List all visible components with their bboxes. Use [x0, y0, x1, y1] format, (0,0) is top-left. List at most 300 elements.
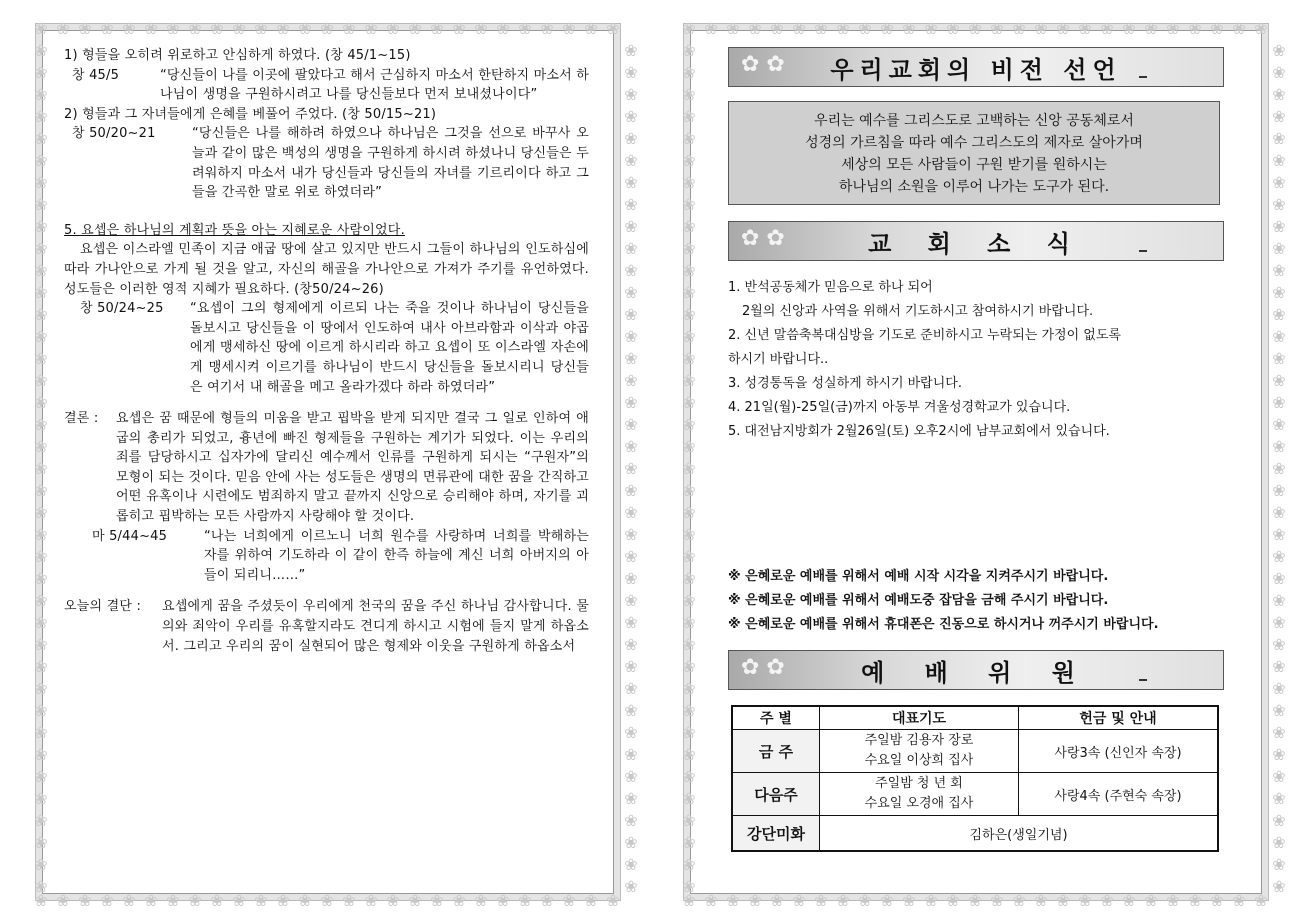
- border-flower-icon: ❀: [188, 891, 202, 910]
- border-flower-icon: ❀: [624, 459, 638, 478]
- border-flower-icon: ❀: [1272, 877, 1286, 896]
- border-flower-icon: ❀: [34, 195, 48, 214]
- border-flower-icon: ❀: [1254, 891, 1268, 910]
- border-flower-icon: ❀: [624, 107, 638, 126]
- border-flower-icon: ❀: [682, 195, 696, 214]
- vision-line: 세상의 모든 사람들이 구원 받기를 원하시는: [841, 157, 1107, 173]
- border-flower-icon: ❀: [770, 19, 784, 38]
- border-flower-icon: ❀: [624, 41, 638, 60]
- border-flower-icon: ❀: [34, 547, 48, 566]
- border-flower-icon: ❀: [682, 107, 696, 126]
- border-flower-icon: ❀: [924, 19, 938, 38]
- table-row: [732, 730, 1218, 773]
- conclusion-text: 요셉은 꿈 때문에 형들의 미움을 받고 핍박을 받게 되지만 결국 그 일로 인하여 애굽의 총리가 되었고, 흉년에 빠진 형제들을 구원하는 계기가 되었다. 이는 우리의 죄를 담당하시고 십자가에 달리신 예수께서 인류를 구원하게 되시는 “구원자”의 모형이 되는 것이다. 믿음 안에 사는 성도들은 생명의 면류관에 대한 꿈을 간직하고 어떤 유혹이나 시련에도 범죄하지 말고 끝까지 신앙으로 승리해야 하며, 자기를 괴롭히고 핍박하는 모든 사람까지 사랑해야 할 것이다.: [116, 411, 590, 525]
- border-flower-icon: ❀: [562, 19, 576, 38]
- worship-notices: [728, 565, 1228, 637]
- border-flower-icon: ❀: [624, 195, 638, 214]
- vision-banner: [728, 47, 1224, 87]
- border-flower-icon: ❀: [34, 635, 48, 654]
- border-flower-icon: ❀: [1272, 833, 1286, 852]
- border-flower-icon: ❀: [452, 19, 466, 38]
- week-cell: 다음주: [732, 773, 820, 816]
- border-flower-icon: ❀: [682, 503, 696, 522]
- border-flower-icon: ❀: [298, 19, 312, 38]
- border-flower-icon: ❀: [408, 891, 422, 910]
- border-flower-icon: ❀: [748, 891, 762, 910]
- border-flower-icon: ❀: [386, 891, 400, 910]
- border-flower-icon: ❀: [34, 327, 48, 346]
- worship-banner: [728, 650, 1224, 690]
- border-flower-icon: ❀: [144, 891, 158, 910]
- border-flower-icon: ❀: [682, 635, 696, 654]
- border-flower-icon: ❀: [682, 41, 696, 60]
- news-item: 5. 대전남지방회가 2월26일(토) 오후2시에 남부교회에서 있습니다.: [728, 424, 1110, 439]
- border-flower-icon: ❀: [1034, 891, 1048, 910]
- border-flower-icon: ❀: [364, 891, 378, 910]
- border-flower-icon: ❀: [682, 569, 696, 588]
- verse-text: “당신들이 나를 이곳에 팔았다고 해서 근심하지 마소서 한탄하지 마소서 하나님이 생명을 구원하시려고 나를 당신들보다 먼저 보내셨나이다”: [160, 67, 589, 103]
- offering-cell: 사랑4속 (주현숙 속장): [1019, 773, 1219, 816]
- border-flower-icon: ❀: [1272, 525, 1286, 544]
- border-flower-icon: ❀: [1272, 811, 1286, 830]
- border-flower-icon: ❀: [624, 217, 638, 236]
- border-flower-icon: ❀: [836, 19, 850, 38]
- border-flower-icon: ❀: [34, 855, 48, 874]
- border-flower-icon: ❀: [726, 19, 740, 38]
- border-flower-icon: ❀: [1272, 745, 1286, 764]
- border-flower-icon: ❀: [682, 891, 696, 910]
- border-flower-icon: ❀: [364, 19, 378, 38]
- border-flower-icon: ❀: [624, 481, 638, 500]
- border-flower-icon: ❀: [624, 371, 638, 390]
- border-flower-icon: ❀: [624, 437, 638, 456]
- border-flower-icon: ❀: [792, 19, 806, 38]
- border-flower-icon: ❀: [624, 349, 638, 368]
- border-flower-icon: ❀: [1232, 19, 1246, 38]
- border-flower-icon: ❀: [858, 19, 872, 38]
- border-flower-icon: ❀: [1272, 481, 1286, 500]
- border-flower-icon: ❀: [624, 767, 638, 786]
- border-flower-icon: ❀: [624, 723, 638, 742]
- border-flower-icon: ❀: [682, 767, 696, 786]
- border-flower-icon: ❀: [34, 371, 48, 390]
- border-flower-icon: ❀: [1272, 239, 1286, 258]
- prayer-cell: [820, 730, 1019, 773]
- border-flower-icon: ❀: [624, 393, 638, 412]
- border-flower-icon: ❀: [682, 811, 696, 830]
- verse-mt-5-44: [64, 527, 589, 586]
- border-flower-icon: ❀: [1122, 19, 1136, 38]
- border-flower-icon: ❀: [78, 19, 92, 38]
- verse-gen-50-20: [64, 124, 589, 202]
- border-flower-icon: ❀: [682, 855, 696, 874]
- border-flower-icon: ❀: [232, 19, 246, 38]
- border-flower-icon: ❀: [682, 459, 696, 478]
- border-flower-icon: ❀: [34, 129, 48, 148]
- border-flower-icon: ❀: [1210, 19, 1224, 38]
- week-cell: 금 주: [732, 730, 820, 773]
- border-flower-icon: ❀: [276, 891, 290, 910]
- border-flower-icon: ❀: [682, 481, 696, 500]
- border-flower-icon: ❀: [496, 19, 510, 38]
- border-flower-icon: ❀: [430, 19, 444, 38]
- vision-line: 하나님의 소원을 이루어 나가는 도구가 된다.: [838, 179, 1110, 195]
- border-flower-icon: ❀: [34, 891, 48, 910]
- vision-line: 우리는 예수를 그리스도로 고백하는 신앙 공동체로서: [814, 113, 1134, 129]
- border-flower-icon: ❀: [166, 19, 180, 38]
- verse-text: “요셉이 그의 형제에게 이르되 나는 죽을 것이나 하나님이 당신들을 돌보시고 당신들을 이 땅에서 인도하여 내사 아브라함과 이삭과 야곱에게 맹세하신 땅에 이르게 하시리라 하고 요셉이 또 이스라엘 자손에게 맹세시켜 이르기를 하나님이 반드시 당신들을 돌보시리니 당신들은 여기서 내 해골을 메고 올라가겠다 하라 하였더라”: [190, 301, 589, 395]
- border-flower-icon: ❀: [408, 19, 422, 38]
- border-flower-icon: ❀: [624, 173, 638, 192]
- border-flower-icon: ❀: [34, 657, 48, 676]
- todays-decision: [64, 597, 589, 656]
- border-flower-icon: ❀: [990, 891, 1004, 910]
- news-banner: [728, 221, 1224, 261]
- border-flower-icon: ❀: [1232, 891, 1246, 910]
- border-flower-icon: ❀: [1272, 723, 1286, 742]
- border-flower-icon: ❀: [584, 19, 598, 38]
- border-flower-icon: ❀: [188, 19, 202, 38]
- news-item: 4. 21일(월)-25일(금)까지 아동부 겨울성경학교가 있습니다.: [728, 400, 1071, 415]
- border-flower-icon: ❀: [748, 19, 762, 38]
- border-flower-icon: ❀: [1272, 305, 1286, 324]
- border-flower-icon: ❀: [682, 349, 696, 368]
- border-flower-icon: ❀: [682, 371, 696, 390]
- border-flower-icon: ❀: [34, 349, 48, 368]
- verse-ref: 창 45/5: [72, 67, 120, 83]
- border-flower-icon: ❀: [34, 789, 48, 808]
- border-flower-icon: ❀: [624, 85, 638, 104]
- section-5-heading: 5. 요셉은 하나님의 계획과 뜻을 아는 지혜로운 사람이었다.: [64, 222, 405, 238]
- worship-title: 예 배 위 원: [861, 658, 1091, 687]
- point-2: 2) 형들과 그 자녀들에게 은혜를 베풀어 주었다. (창 50/15~21): [64, 106, 437, 122]
- prayer-line: 주일밤 김용자 장로: [864, 733, 974, 748]
- conclusion: [64, 409, 589, 527]
- news-item: 3. 성경통독을 성실하게 하시기 바랍니다.: [728, 376, 962, 391]
- border-flower-icon: ❀: [1272, 371, 1286, 390]
- border-flower-icon: ❀: [34, 173, 48, 192]
- border-flower-icon: ❀: [34, 723, 48, 742]
- border-flower-icon: ❀: [1272, 151, 1286, 170]
- border-flower-icon: ❀: [210, 891, 224, 910]
- border-flower-icon: ❀: [1166, 891, 1180, 910]
- border-flower-icon: ❀: [1188, 19, 1202, 38]
- verse-gen-50-24: [64, 299, 589, 397]
- border-flower-icon: ❀: [946, 19, 960, 38]
- border-flower-icon: ❀: [78, 891, 92, 910]
- border-flower-icon: ❀: [682, 327, 696, 346]
- border-flower-icon: ❀: [540, 19, 554, 38]
- border-flower-icon: ❀: [1272, 547, 1286, 566]
- border-flower-icon: ❀: [624, 855, 638, 874]
- border-flower-icon: ❀: [342, 891, 356, 910]
- border-flower-icon: ❀: [682, 283, 696, 302]
- border-flower-icon: ❀: [518, 891, 532, 910]
- border-flower-icon: ❀: [34, 481, 48, 500]
- border-flower-icon: ❀: [682, 591, 696, 610]
- border-flower-icon: ❀: [682, 547, 696, 566]
- border-flower-icon: ❀: [792, 891, 806, 910]
- border-flower-icon: ❀: [1272, 613, 1286, 632]
- border-flower-icon: ❀: [1272, 437, 1286, 456]
- border-flower-icon: ❀: [1188, 891, 1202, 910]
- border-flower-icon: ❀: [386, 19, 400, 38]
- border-flower-icon: ❀: [1272, 349, 1286, 368]
- border-flower-icon: ❀: [34, 745, 48, 764]
- border-flower-icon: ❀: [34, 41, 48, 60]
- border-flower-icon: ❀: [682, 415, 696, 434]
- border-flower-icon: ❀: [34, 305, 48, 324]
- vision-line: 성경의 가르침을 따라 예수 그리스도의 제자로 살아가며: [805, 135, 1143, 151]
- border-flower-icon: ❀: [562, 891, 576, 910]
- border-flower-icon: ❀: [166, 891, 180, 910]
- border-flower-icon: ❀: [1034, 19, 1048, 38]
- border-flower-icon: ❀: [624, 811, 638, 830]
- border-flower-icon: ❀: [1272, 261, 1286, 280]
- news-item: 2. 신년 말씀축복대심방을 기도로 준비하시고 누락되는 가정이 없도록: [728, 328, 1121, 343]
- border-flower-icon: ❀: [726, 891, 740, 910]
- border-flower-icon: ❀: [682, 789, 696, 808]
- border-flower-icon: ❀: [34, 701, 48, 720]
- border-flower-icon: ❀: [1056, 19, 1070, 38]
- border-flower-icon: ❀: [682, 833, 696, 852]
- border-flower-icon: ❀: [1272, 393, 1286, 412]
- border-flower-icon: ❀: [624, 129, 638, 148]
- border-flower-icon: ❀: [320, 891, 334, 910]
- prayer-line: 수요일 오경애 집사: [864, 796, 974, 811]
- border-flower-icon: ❀: [144, 19, 158, 38]
- border-flower-icon: ❀: [34, 569, 48, 588]
- border-flower-icon: ❀: [496, 891, 510, 910]
- border-flower-icon: ❀: [990, 19, 1004, 38]
- border-flower-icon: ❀: [1100, 891, 1114, 910]
- border-flower-icon: ❀: [624, 503, 638, 522]
- border-flower-icon: ❀: [624, 789, 638, 808]
- border-flower-icon: ❀: [682, 173, 696, 192]
- border-flower-icon: ❀: [624, 745, 638, 764]
- border-flower-icon: ❀: [968, 19, 982, 38]
- border-flower-icon: ❀: [1272, 283, 1286, 302]
- border-flower-icon: ❀: [1210, 891, 1224, 910]
- border-flower-icon: ❀: [682, 745, 696, 764]
- border-flower-icon: ❀: [1272, 855, 1286, 874]
- border-flower-icon: ❀: [1272, 85, 1286, 104]
- border-flower-icon: ❀: [946, 891, 960, 910]
- border-flower-icon: ❀: [232, 891, 246, 910]
- border-flower-icon: ❀: [606, 891, 620, 910]
- border-flower-icon: ❀: [1272, 129, 1286, 148]
- border-flower-icon: ❀: [34, 393, 48, 412]
- border-flower-icon: ❀: [474, 19, 488, 38]
- border-flower-icon: ❀: [320, 19, 334, 38]
- border-flower-icon: ❀: [682, 679, 696, 698]
- border-flower-icon: ❀: [682, 437, 696, 456]
- flower-icon: ✿ ✿: [741, 655, 785, 680]
- border-flower-icon: ❀: [1122, 891, 1136, 910]
- flower-value-cell: 김하은(생일기념): [820, 816, 1219, 852]
- border-flower-icon: ❀: [1272, 569, 1286, 588]
- col-week: 주 별: [732, 706, 820, 730]
- border-flower-icon: ❀: [624, 283, 638, 302]
- border-flower-icon: ❀: [452, 891, 466, 910]
- border-flower-icon: ❀: [100, 19, 114, 38]
- border-flower-icon: ❀: [1272, 195, 1286, 214]
- border-flower-icon: ❀: [624, 591, 638, 610]
- border-flower-icon: ❀: [276, 19, 290, 38]
- border-flower-icon: ❀: [34, 283, 48, 302]
- border-flower-icon: ❀: [254, 19, 268, 38]
- border-flower-icon: ❀: [682, 723, 696, 742]
- border-flower-icon: ❀: [1144, 19, 1158, 38]
- border-flower-icon: ❀: [34, 525, 48, 544]
- border-flower-icon: ❀: [34, 613, 48, 632]
- notice-item: ※ 은혜로운 예배를 위해서 예배도중 잡담을 금해 주시기 바랍니다.: [728, 593, 1109, 608]
- border-flower-icon: ❀: [34, 679, 48, 698]
- border-flower-icon: ❀: [1272, 767, 1286, 786]
- border-flower-icon: ❀: [858, 891, 872, 910]
- border-flower-icon: ❀: [624, 635, 638, 654]
- vision-title: 우리교회의 비전 선언: [830, 55, 1122, 84]
- border-flower-icon: ❀: [122, 891, 136, 910]
- verse-ref: 마 5/44~45: [92, 528, 168, 544]
- border-flower-icon: ❀: [682, 217, 696, 236]
- offering-cell: 사랑3속 (신인자 속장): [1019, 730, 1219, 773]
- border-flower-icon: ❀: [254, 891, 268, 910]
- border-flower-icon: ❀: [518, 19, 532, 38]
- border-flower-icon: ❀: [624, 415, 638, 434]
- flower-icon: ✿ ✿: [741, 52, 785, 77]
- border-flower-icon: ❀: [880, 19, 894, 38]
- border-flower-icon: ❀: [770, 891, 784, 910]
- border-flower-icon: ❀: [624, 679, 638, 698]
- worship-committee-table: [731, 705, 1219, 852]
- border-flower-icon: ❀: [1272, 217, 1286, 236]
- col-offering: 헌금 및 안내: [1019, 706, 1219, 730]
- border-flower-icon: ❀: [298, 891, 312, 910]
- border-flower-icon: ❀: [1272, 327, 1286, 346]
- border-flower-icon: ❀: [1272, 591, 1286, 610]
- border-flower-icon: ❀: [210, 19, 224, 38]
- notice-item: ※ 은혜로운 예배를 위해서 휴대폰은 진동으로 하시거나 꺼주시기 바랍니다.: [728, 617, 1159, 632]
- border-flower-icon: ❀: [430, 891, 444, 910]
- border-flower-icon: ❀: [624, 327, 638, 346]
- left-page-content: [64, 46, 589, 656]
- border-flower-icon: ❀: [1166, 19, 1180, 38]
- news-item: 2월의 신앙과 사역을 위해서 기도하시고 참여하시기 바랍니다.: [742, 304, 1094, 319]
- border-flower-icon: ❀: [34, 217, 48, 236]
- border-flower-icon: ❀: [1272, 635, 1286, 654]
- border-flower-icon: ❀: [1272, 173, 1286, 192]
- border-flower-icon: ❀: [624, 261, 638, 280]
- border-flower-icon: ❀: [122, 19, 136, 38]
- conclusion-label: 결론 :: [64, 411, 99, 427]
- border-flower-icon: ❀: [34, 151, 48, 170]
- vision-statement: [728, 101, 1220, 205]
- border-flower-icon: ❀: [682, 305, 696, 324]
- border-flower-icon: ❀: [34, 19, 48, 38]
- decision-label: 오늘의 결단 :: [64, 599, 142, 615]
- border-flower-icon: ❀: [682, 525, 696, 544]
- border-flower-icon: ❀: [34, 261, 48, 280]
- border-flower-icon: ❀: [902, 19, 916, 38]
- border-flower-icon: ❀: [34, 107, 48, 126]
- border-flower-icon: ❀: [624, 525, 638, 544]
- border-flower-icon: ❀: [836, 891, 850, 910]
- border-flower-icon: ❀: [56, 19, 70, 38]
- border-flower-icon: ❀: [682, 261, 696, 280]
- border-flower-icon: ❀: [1272, 701, 1286, 720]
- border-flower-icon: ❀: [1272, 459, 1286, 478]
- border-flower-icon: ❀: [584, 891, 598, 910]
- border-flower-icon: ❀: [34, 877, 48, 896]
- prayer-line: 수요일 이상희 집사: [864, 753, 974, 768]
- border-flower-icon: ❀: [624, 63, 638, 82]
- table-row: [732, 816, 1218, 852]
- border-flower-icon: ❀: [624, 151, 638, 170]
- border-flower-icon: ❀: [34, 767, 48, 786]
- border-flower-icon: ❀: [100, 891, 114, 910]
- border-flower-icon: ❀: [902, 891, 916, 910]
- border-flower-icon: ❀: [1144, 891, 1158, 910]
- border-flower-icon: ❀: [1012, 19, 1026, 38]
- border-flower-icon: ❀: [682, 85, 696, 104]
- border-flower-icon: ❀: [34, 833, 48, 852]
- border-flower-icon: ❀: [606, 19, 620, 38]
- decision-text: 요셉에게 꿈을 주셨듯이 우리에게 천국의 꿈을 주신 하나님 감사합니다. 물의와 죄악이 우리를 유혹할지라도 견디게 하시고 시험에 들지 말게 하옵소서. 그리고 우리의 꿈이 실현되어 많은 형제와 이웃을 구원하게 하옵소서: [162, 599, 589, 654]
- border-flower-icon: ❀: [1272, 107, 1286, 126]
- border-flower-icon: ❀: [1056, 891, 1070, 910]
- border-flower-icon: ❀: [1272, 63, 1286, 82]
- border-flower-icon: ❀: [704, 891, 718, 910]
- border-flower-icon: ❀: [1272, 415, 1286, 434]
- border-flower-icon: ❀: [924, 891, 938, 910]
- border-flower-icon: ❀: [624, 239, 638, 258]
- border-flower-icon: ❀: [682, 19, 696, 38]
- border-flower-icon: ❀: [1272, 41, 1286, 60]
- border-flower-icon: ❀: [682, 239, 696, 258]
- border-flower-icon: ❀: [1012, 891, 1026, 910]
- border-flower-icon: ❀: [624, 613, 638, 632]
- prayer-line: 주일밤 청 년 회: [875, 776, 963, 791]
- border-flower-icon: ❀: [682, 393, 696, 412]
- border-flower-icon: ❀: [34, 503, 48, 522]
- church-news-list: [728, 276, 1228, 444]
- border-flower-icon: ❀: [880, 891, 894, 910]
- border-flower-icon: ❀: [624, 657, 638, 676]
- border-flower-icon: ❀: [1272, 503, 1286, 522]
- border-flower-icon: ❀: [34, 415, 48, 434]
- border-flower-icon: ❀: [34, 85, 48, 104]
- border-flower-icon: ❀: [1272, 657, 1286, 676]
- news-title: 교 회 소 식: [868, 229, 1084, 258]
- border-flower-icon: ❀: [624, 701, 638, 720]
- border-flower-icon: ❀: [682, 701, 696, 720]
- verse-text: “당신들은 나를 해하려 하였으나 하나님은 그것을 선으로 바꾸사 오늘과 같이 많은 백성의 생명을 구원하게 하시려 하셨나니 당신들은 두려워하지 마소서 내가 당신들과 당신들의 자녀를 기르리이다 하고 그들을 간곡한 말로 위로 하였더라”: [192, 126, 589, 201]
- verse-ref: 창 50/20~21: [72, 126, 156, 142]
- border-flower-icon: ❀: [682, 63, 696, 82]
- col-prayer: 대표기도: [820, 706, 1019, 730]
- border-flower-icon: ❀: [34, 239, 48, 258]
- verse-ref: 창 50/24~25: [80, 301, 164, 317]
- border-flower-icon: ❀: [34, 437, 48, 456]
- border-flower-icon: ❀: [34, 811, 48, 830]
- border-flower-icon: ❀: [624, 877, 638, 896]
- border-flower-icon: ❀: [968, 891, 982, 910]
- border-flower-icon: ❀: [682, 877, 696, 896]
- border-flower-icon: ❀: [682, 129, 696, 148]
- border-flower-icon: ❀: [814, 19, 828, 38]
- border-flower-icon: ❀: [56, 891, 70, 910]
